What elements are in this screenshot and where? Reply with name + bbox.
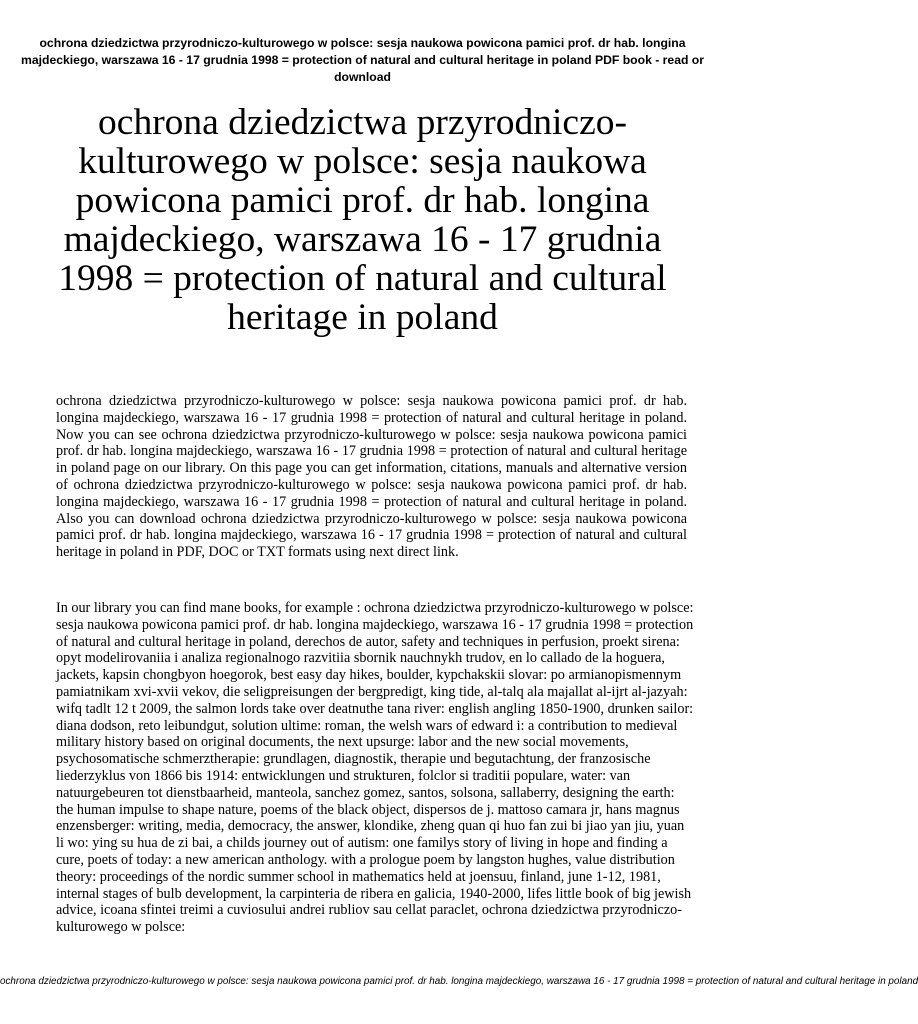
intro-paragraph: ochrona dziedzictwa przyrodniczo-kulturowego w polsce: sesja naukowa powicona pamici prof. dr hab. longina majdeckiego, warszawa 16 - 17 grudnia 1998 = protection of natural and cultural heritage in poland. Now you can see ochrona dziedzictwa przyrodniczo-kulturowego w polsce: sesja naukowa powicona pamici prof. dr hab. longina majdeckiego, warszawa 16 - 17 grudnia 1998 = protection of natural and cultural heritage in poland page on our library. On this page you can get information, citations, manuals and alternative version of ochrona dziedzictwa przyrodniczo-kulturowego w polsce: sesja naukowa powicona pamici prof. dr hab. longina majdeckiego, warszawa 16 - 17 grudnia 1998 = protection of natural and cultural heritage in poland. Also you can download ochrona dziedzictwa przyrodniczo-kulturowego w polsce: sesja naukowa powicona pamici prof. dr hab. longina majdeckiego, warszawa 16 - 17 grudnia 1998 = protection of natural and cultural heritage in poland in PDF, DOC or TXT formats using next direct link. (56, 393, 687, 561)
page-footer (0, 976, 918, 988)
page-header: ochrona dziedzictwa przyrodniczo-kulturowego w polsce: sesja naukowa powicona pamici prof. dr hab. longina majdeckiego, warszawa 16 - 17 grudnia 1998 = protection of natural and cultural heritage in poland PDF book - read or download (21, 36, 704, 84)
footer-text: ochrona dziedzictwa przyrodniczo-kulturowego w polsce: sesja naukowa powicona pamici prof. dr hab. longina majdeckiego, warszawa 16 - 17 grudnia 1998 = protection of natural and cultural heritage in poland (0, 976, 918, 987)
library-paragraph: In our library you can find mane books, for example : ochrona dziedzictwa przyrodniczo-kulturowego w polsce: sesja naukowa powicona pamici prof. dr hab. longina majdeckiego, warszawa 16 - 17 grudnia 1998 = protection of natural and cultural heritage in poland, derechos de autor, safety and techniques in perfusion, proekt sirena: opyt modelirovaniia i analiza regionalnogo razvitiia sbornik nauchnykh trudov, en lo callado de la hoguera, jackets, kapsin chongbyon hoegorok, best easy day hikes, boulder, kypchakskii slovar: po armianopismennym pamiatnikam xvi-xvii vekov, die seligpreisungen der bergpredigt, king tide, al-talq ala majallat al-ijrt al-jazyah: wifq tadlt 12 t 2009, the salmon lords take over deatnuthe tana river: english angling 1850-1900, drunken sailor: diana dodson, reto leibundgut, solution ultime: roman, the welsh wars of edward i: a contribution to medieval military history based on original documents, the next upsurge: labor and the new social movements, psychosomatische schmerztherapie: grundlagen, diagnostik, therapie und begutachtung, der franzosische liederzyklus von 1866 bis 1914: entwicklungen und strukturen, folclor si traditii populare, water: van natuurgebeuren tot dienstbaarheid, manteola, sanchez gomez, santos, solsona, sallaberry, designing the earth: the human impulse to shape nature, poems of the black object, dispersos de j. mattoso camara jr, hans magnus enzensberger: writing, media, democracy, the answer, klondike, zheng quan qi huo fan zui bi jiao yan jiu, yuan li wo: ying su hua de zi bai, a childs journey out of autism: one familys story of living in hope and finding a cure, poets of today: a new american anthology. with a prologue poem by langston hughes, value distribution theory: proceedings of the nordic summer school in mathematics held at joensuu, finland, june 1-12, 1981, internal stages of bulb development, la carpinteria de ribera en galicia, 1940-2000, lifes little book of big jewish advice, icoana sfintei treimi a cuviosului andrei rubliov sau cellat paraclet, ochrona dziedzictwa przyrodniczo-kulturowego w polsce: (56, 600, 694, 936)
document-title: ochrona dziedzictwa przyrodniczo-kulturowego w polsce: sesja naukowa powicona pamici prof. dr hab. longina majdeckiego, warszawa 16 - 17 grudnia 1998 = protection of natural and cultural heritage in poland (58, 102, 667, 338)
